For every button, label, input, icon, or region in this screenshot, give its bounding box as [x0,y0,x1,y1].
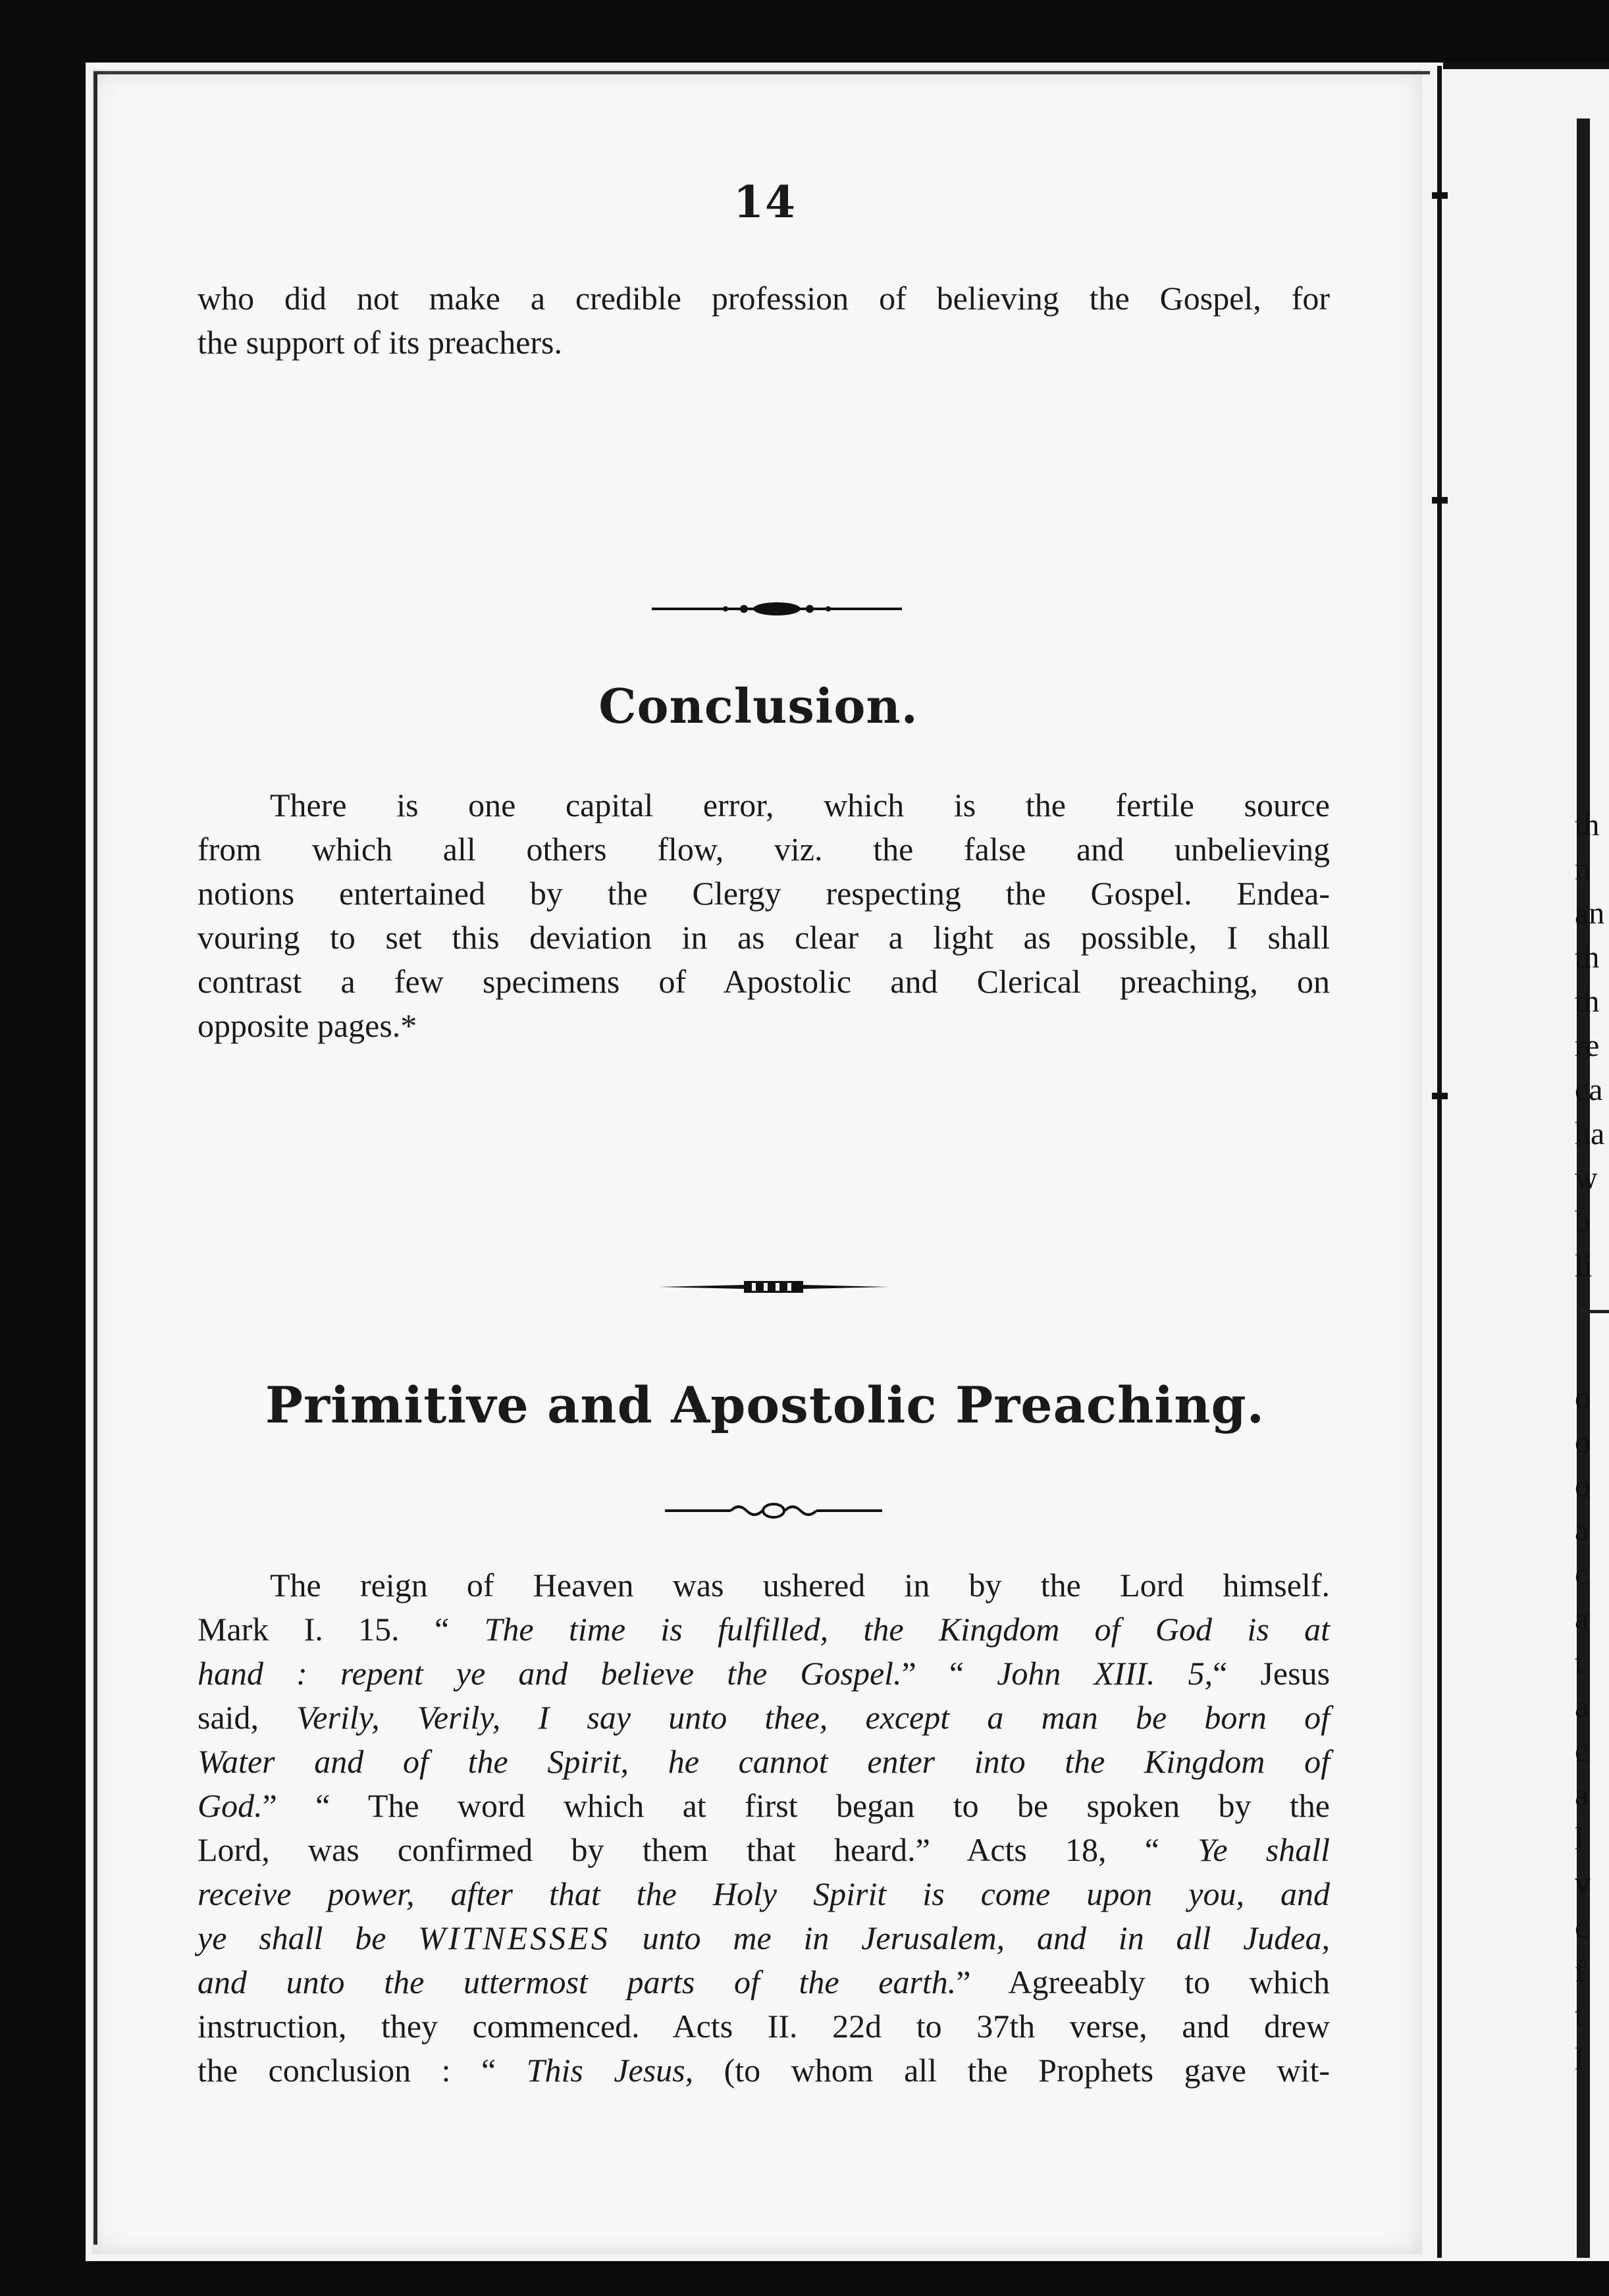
text-line [198,2048,1330,2093]
text-line: There is one capital error, which is the fertile source [270,787,1330,823]
fragment: li [1575,1249,1593,1284]
page-top-edge [93,71,1430,74]
fragment: a [1575,1777,1589,1812]
text-run: ” Agreeably to which [956,1964,1330,2000]
ornamental-rule-2 [658,1277,889,1297]
fragment: w [1575,1161,1598,1195]
text-line [198,1784,1330,1828]
text-line [198,1652,1330,1696]
fragment: b [1575,1205,1591,1239]
facing-page-rule [1580,1310,1609,1313]
emphasis-witnesses: WITNESSES [418,1919,610,1956]
scripture-reference: John XIII. 5, [997,1655,1213,1692]
text-run: ye shall be [198,1919,419,1956]
page-gutter [1437,66,1442,2258]
scripture-quote: receive power, after that the Holy Spirit is come upon you, and [198,1875,1330,1912]
text-run: ” “ The word which at first began to be spoken by the [262,1787,1330,1824]
text-line: opposite pages.* [198,1007,417,1044]
primitive-preaching-paragraph [198,1563,1330,2093]
scripture-quote: Verily, Verily, I say unto thee, except a man be born of [296,1699,1331,1736]
fragment: v [1575,1866,1591,1900]
gutter-mark [1432,497,1448,504]
text-line: who did not make a credible profession of believing the Gospel, for [198,280,1330,317]
text-line: notions entertained by the Clergy respecting the Gospel. Endea- [198,875,1330,912]
fragment: th [1575,984,1600,1019]
conclusion-heading: Conclusion. [598,678,918,734]
fragment: c [1575,1733,1589,1768]
opening-paragraph [198,276,1330,365]
text-line [198,1607,1330,1652]
fragment: o [1575,1424,1591,1459]
text-line [198,1960,1330,2004]
fragment: th [1575,808,1600,843]
text-line [198,1696,1330,1740]
text-line: The reign of Heaven was ushered in by the Lord himself. [270,1567,1330,1604]
page-left-edge [93,72,97,2245]
scripture-quote: Water and of the Spirit, he cannot enter into the Kingdom of [198,1743,1330,1780]
scripture-quote: Ye shall [1198,1831,1331,1868]
text-run: Mark I. 15. “ [198,1611,485,1648]
text-run: the conclusion : “ [198,2052,527,2089]
fragment: ha [1575,1116,1605,1151]
fragment: t [1575,1645,1584,1680]
text-line: vouring to set this deviation in as clear a light as possible, I shall [198,919,1330,956]
text-run: “ Jesus [1213,1655,1331,1692]
text-line [198,1916,1330,1960]
primitive-preaching-heading: Primitive and Apostolic Preaching. [265,1376,1265,1434]
fragment: an [1575,896,1605,931]
ornamental-rule-3 [665,1501,882,1521]
fragment: t [1575,1998,1584,2033]
fragment: c [1575,1910,1589,1944]
fragment: o [1575,1469,1591,1503]
fragment: l [1575,1821,1584,1856]
fragment: ca [1575,1072,1603,1107]
scripture-quote: God. [198,1787,263,1824]
text-line [198,1828,1330,1872]
scripture-quote: and unto the uttermost parts of the earth. [198,1964,957,2000]
text-run: ” “ [901,1655,997,1692]
fragment: th [1575,940,1600,975]
fragment: f [1575,1954,1585,1989]
text-line: from which all others flow, viz. the false and unbelieving [198,831,1330,868]
page-number: 14 [733,176,797,228]
fragment: o [1575,1380,1591,1415]
fragment: a [1575,1601,1589,1636]
facing-page-text-fragments-bottom [1575,1376,1591,2081]
gutter-mark [1432,1093,1448,1099]
fragment: a [1575,1689,1589,1724]
text-line: instruction, they commenced. Acts II. 22d to 37th verse, and drew [198,2008,1330,2045]
text-run: said, [198,1699,297,1736]
fragment: c [1575,1557,1589,1592]
text-run: (to whom all the Prophets gave wit- [693,2052,1330,2089]
fragment: l [1575,2042,1584,2077]
fragment: n [1575,852,1591,887]
text-line: the support of its preachers. [198,324,563,361]
text-line: contrast a few specimens of Apostolic and Clerical preaching, on [198,963,1330,1000]
ornamental-rule-1 [652,599,902,619]
scripture-quote: This Jesus, [526,2052,694,2089]
conclusion-paragraph [198,783,1330,1048]
scripture-quote: The time is fulfilled, the Kingdom of God is at [484,1611,1330,1648]
scripture-quote: hand : repent ye and believe the Gospel. [198,1655,902,1692]
text-run: unto me in Jerusalem, and in all Judea, [610,1919,1330,1956]
fragment: re [1575,1028,1600,1063]
fragment: a [1575,1513,1589,1548]
text-run: Lord, was confirmed by them that heard.” Acts 18, “ [198,1831,1198,1868]
facing-page-text-fragments-top [1575,803,1604,1288]
